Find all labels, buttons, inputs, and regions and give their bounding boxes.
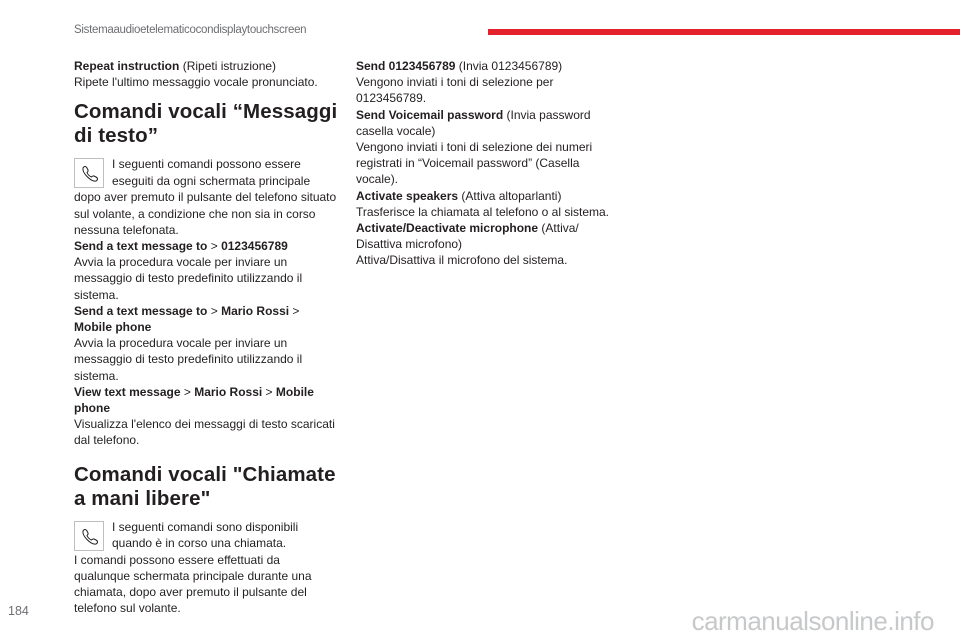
command-name: Mobile phone [74, 320, 152, 335]
command-line [74, 303, 339, 335]
sms-section-heading: Comandi vocali “Messaggi di testo” [74, 100, 338, 148]
command-translation: (Attiva altoparlanti) [458, 188, 562, 203]
command-line [356, 58, 621, 74]
command-name: Activate/Deactivate microphone [356, 221, 539, 236]
command-description: Attiva/Disattiva il microfono del sistema. [356, 253, 568, 268]
left-column [74, 58, 339, 616]
note-text: dopo aver premuto il pulsante del telefono situato sul volante, a condizione che non sia in corso nessuna telefonata. [74, 190, 337, 237]
command-name: Send Voicemail password [356, 107, 504, 122]
command-name: Mario Rossi [221, 303, 290, 318]
separator: > [207, 303, 222, 318]
command-translation: (Ripeti istruzione) [179, 59, 277, 73]
command-description: Visualizza l'elenco dei messaggi di testo scaricati dal telefono. [74, 417, 335, 448]
separator: > [180, 384, 195, 399]
command-line [356, 188, 621, 204]
header-accent-bar [488, 29, 960, 35]
page-number: 184 [8, 604, 29, 618]
calls-note [74, 519, 339, 552]
command-name: View text message [74, 384, 181, 399]
sms-note [74, 156, 339, 189]
command-name: Send 0123456789 [356, 59, 456, 73]
note-line: I seguenti comandi sono disponibili [112, 519, 299, 534]
note-text: I comandi possono essere effettuati da qualunque schermata principale durante una chiamata, dopo aver premuto il pulsante del telefono sul volante. [74, 552, 312, 616]
command-description: Trasferisce la chiamata al telefono o al sistema. [356, 204, 610, 219]
command-name: Mario Rossi [194, 384, 263, 399]
repeat-instruction [74, 58, 339, 74]
command-name: Send a text message to [74, 239, 208, 254]
command-name: Activate speakers [356, 188, 459, 203]
command-translation: (Invia password casella vocale) [356, 107, 591, 138]
command-line [356, 107, 621, 139]
command-description: Ripete l'ultimo messaggio vocale pronunciato. [74, 75, 318, 90]
command-translation: (Invia 0123456789) [455, 59, 563, 73]
command-name: Send a text message to [74, 303, 208, 318]
separator: > [289, 303, 300, 318]
separator: > [207, 239, 222, 254]
command-description: Vengono inviati i toni di selezione per 0123456789. [356, 75, 554, 106]
command-translation: (Attiva/ Disattiva microfono) [356, 221, 579, 252]
command-name: Mobile phone [74, 384, 314, 416]
calls-section-heading: Comandi vocali "Chiamate a mani libere" [74, 462, 336, 510]
note-line: quando è in corso una chiamata. [112, 535, 287, 550]
command-description: Avvia la procedura vocale per inviare un messaggio di testo predefinito utilizzando il sistema. [74, 336, 303, 383]
watermark: carmanualsonline.info [691, 606, 934, 636]
command-name: Repeat instruction [74, 59, 180, 73]
note-line: I seguenti comandi possono essere [112, 157, 301, 172]
command-line [356, 220, 621, 252]
command-description: Vengono inviati i toni di selezione dei numeri registrati in “Voicemail password” (Casella vocale). [356, 140, 593, 187]
command-line [74, 238, 339, 254]
running-header: Sistemaaudioetelematicocondisplaytouchscreen [74, 24, 307, 36]
phone-handset-icon [74, 158, 104, 188]
command-description: Avvia la procedura vocale per inviare un messaggio di testo predefinito utilizzando il sistema. [74, 255, 303, 302]
command-line [74, 384, 339, 416]
separator: > [262, 384, 276, 399]
right-column [356, 58, 621, 269]
command-name: 0123456789 [221, 239, 288, 254]
note-line: eseguiti da ogni schermata principale [112, 173, 311, 188]
phone-handset-icon [74, 521, 104, 551]
